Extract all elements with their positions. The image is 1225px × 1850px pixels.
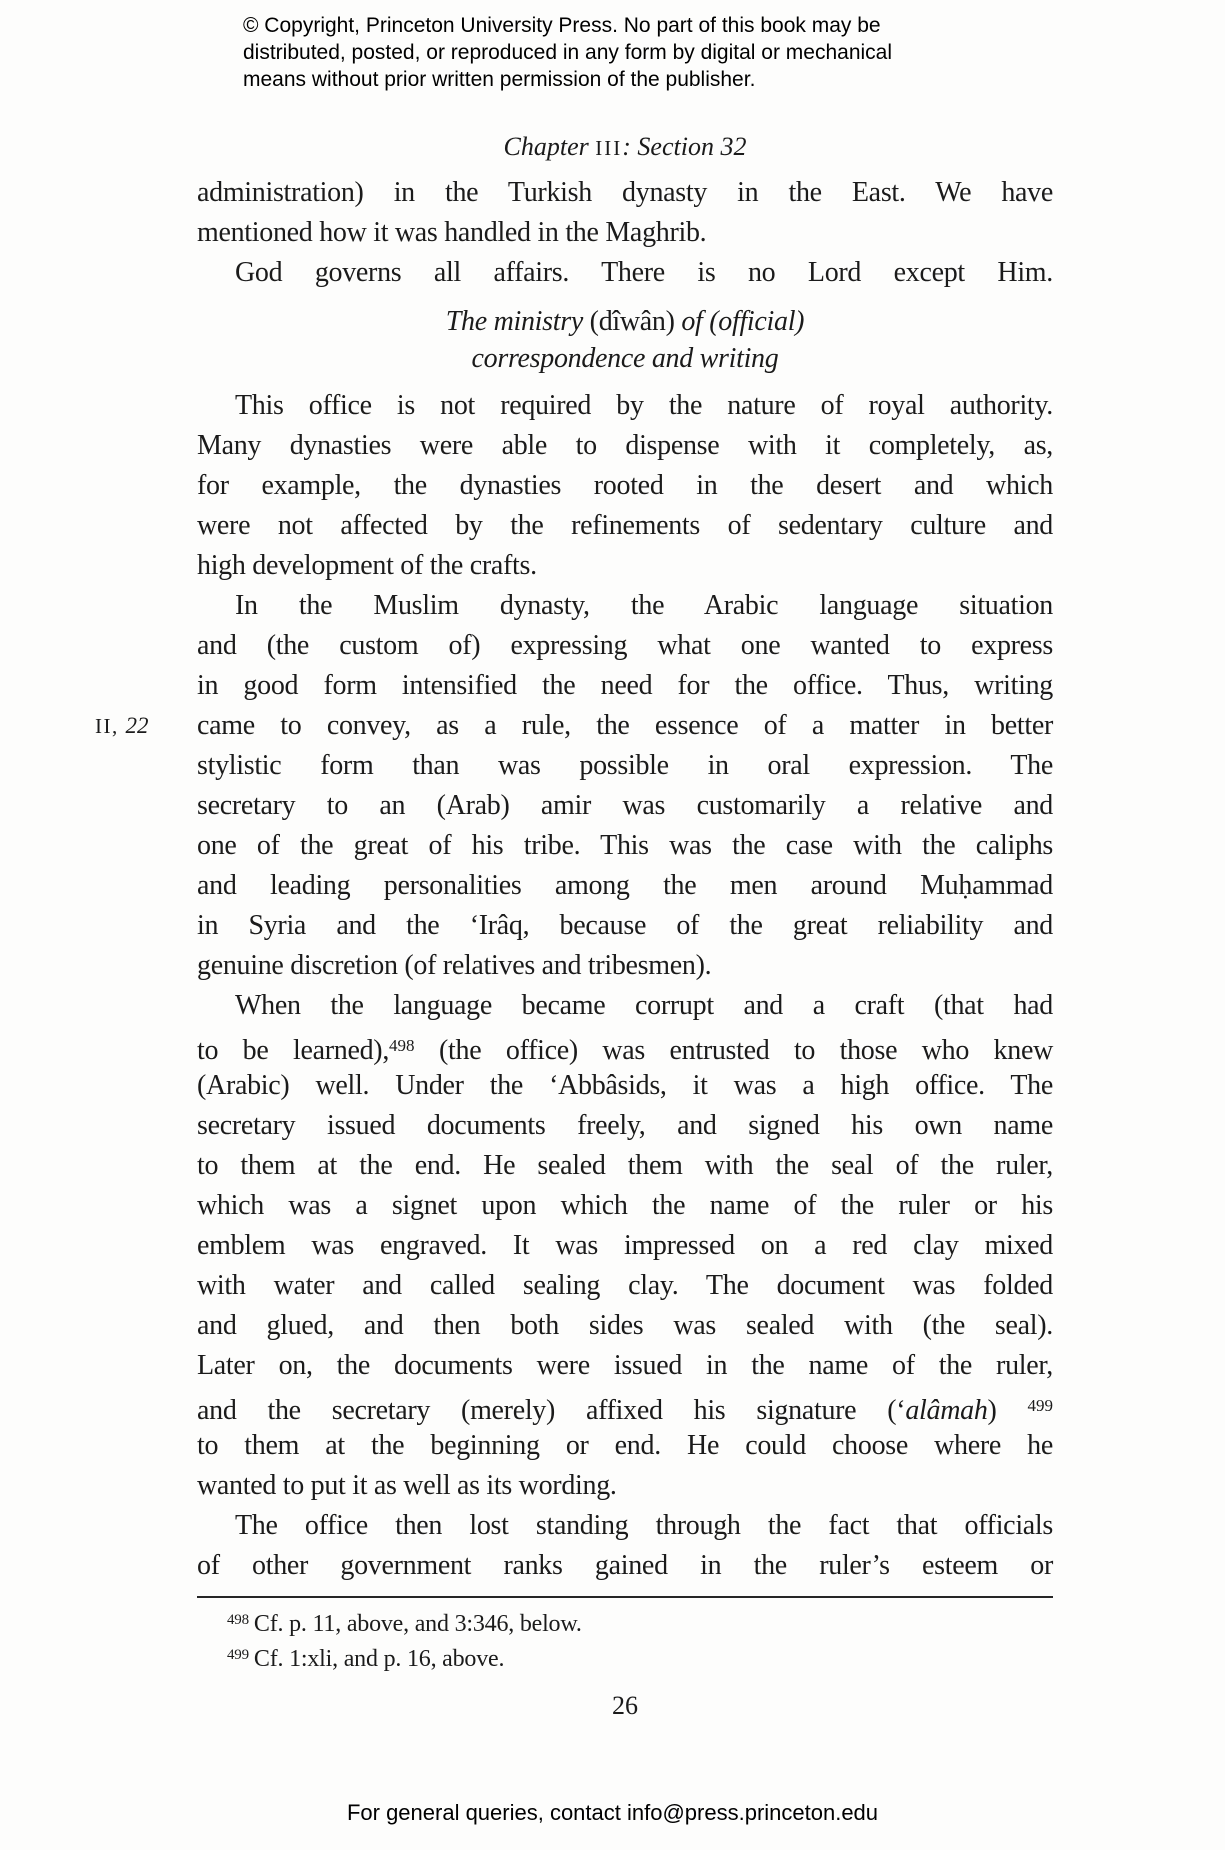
- text-segment: In the Muslim dynasty, the Arabic language situation: [235, 590, 1053, 621]
- text-segment: stylistic form than was possible in oral expression. The: [197, 750, 1053, 781]
- footnote-text: Cf. 1:xli, and p. 16, above.: [253, 1646, 505, 1672]
- text-segment: ): [987, 1395, 1028, 1426]
- text-line: [197, 1226, 1053, 1266]
- text-column: [95, 130, 1053, 1721]
- text-line: [197, 213, 1053, 253]
- text-segment: God governs all affairs. There is no Lord except Him.: [235, 257, 1053, 288]
- paragraph: [95, 586, 1053, 986]
- text-segment: which was a signet upon which the name of the ruler or his: [197, 1190, 1053, 1221]
- text-segment: of other government ranks gained in the ruler’s esteem or: [197, 1550, 1053, 1581]
- text-line: [197, 1426, 1053, 1466]
- text-segment: and (the custom of) expressing what one wanted to express: [197, 630, 1053, 661]
- running-head-chapter: Chapter: [503, 132, 596, 161]
- text-line: [197, 173, 1053, 213]
- footnote-number: 499: [227, 1647, 249, 1663]
- text-segment: came to convey, as a rule, the essence of a matter in better: [197, 710, 1053, 741]
- text-line: [197, 466, 1053, 506]
- text-segment: administration) in the Turkish dynasty in the East. We have: [197, 177, 1053, 208]
- footnote: [197, 1640, 1053, 1675]
- text-line: [197, 1026, 1053, 1066]
- text-segment: secretary issued documents freely, and signed his own name: [197, 1110, 1053, 1141]
- text-segment: emblem was engraved. It was impressed on a red clay mixed: [197, 1230, 1053, 1261]
- text-line: [197, 546, 1053, 586]
- text-line: [197, 1346, 1053, 1386]
- text-segment: with water and called sealing clay. The document was folded: [197, 1270, 1053, 1301]
- text-line: [197, 866, 1053, 906]
- section-heading: [197, 303, 1053, 377]
- footnote: [197, 1605, 1053, 1640]
- text-line: [197, 1266, 1053, 1306]
- text-segment: to them at the end. He sealed them with the seal of the ruler,: [197, 1150, 1053, 1181]
- text-line: [197, 626, 1053, 666]
- copyright-line: © Copyright, Princeton University Press. No part of this book may be: [243, 14, 881, 37]
- footer-contact: For general queries, contact info@press.princeton.edu: [346, 1800, 879, 1825]
- text-segment: correspondence and writing: [471, 343, 779, 374]
- text-line: [197, 1306, 1053, 1346]
- text-line: [197, 826, 1053, 866]
- text-segment: 499: [1027, 1396, 1053, 1415]
- footnote-text: Cf. p. 11, above, and 3:346, below.: [253, 1611, 582, 1637]
- text-line: [197, 946, 1053, 986]
- text-segment: and leading personalities among the men around Muḥammad: [197, 870, 1053, 901]
- copyright-notice: [243, 12, 892, 93]
- text-line: [197, 1066, 1053, 1106]
- text-segment: 22: [125, 713, 149, 738]
- text-line: [197, 1546, 1053, 1586]
- text-segment: for example, the dynasties rooted in the desert and which: [197, 470, 1053, 501]
- text-line: [197, 1186, 1053, 1226]
- text-line: [197, 506, 1053, 546]
- text-segment: The ministry: [445, 306, 590, 337]
- margin-note: [95, 706, 191, 746]
- text-line: [197, 253, 1053, 293]
- text-segment: alâmah: [905, 1395, 988, 1426]
- text-line: [197, 1106, 1053, 1146]
- text-line: [95, 706, 1053, 746]
- text-segment: When the language became corrupt and a craft (that had: [235, 990, 1053, 1021]
- text-segment: 498: [389, 1036, 415, 1055]
- text-segment: genuine discretion (of relatives and tribesmen).: [197, 950, 712, 981]
- paragraph: [197, 386, 1053, 586]
- text-segment: and the secretary (merely) affixed his signature (‘: [197, 1395, 906, 1426]
- text-line: [197, 1386, 1053, 1426]
- text-segment: in good form intensified the need for the office. Thus, writing: [197, 670, 1053, 701]
- running-head-section: : Section 32: [622, 132, 747, 161]
- text-segment: were not affected by the refinements of sedentary culture and: [197, 510, 1053, 541]
- text-line: [197, 986, 1053, 1026]
- text-segment: of (official): [681, 306, 805, 337]
- text-segment: to them at the beginning or end. He could choose where he: [197, 1430, 1053, 1461]
- text-segment: secretary to an (Arab) amir was customarily a relative and: [197, 790, 1053, 821]
- running-head-chapter-number: III: [595, 136, 623, 160]
- paragraph: [197, 1506, 1053, 1586]
- copyright-line: means without prior written permission of the publisher.: [243, 68, 756, 91]
- text-segment: one of the great of his tribe. This was the case with the caliphs: [197, 830, 1053, 861]
- text-line: [197, 786, 1053, 826]
- text-segment: in Syria and the ‘Irâq, because of the great reliability and: [197, 910, 1053, 941]
- text-segment: This office is not required by the nature of royal authority.: [235, 390, 1053, 421]
- text-segment: to be learned),: [197, 1035, 390, 1066]
- footnote-block: [197, 1596, 1053, 1675]
- text-segment: (dîwân): [589, 306, 682, 337]
- text-segment: (Arabic) well. Under the ‘Abbâsids, it was a high office. The: [197, 1070, 1053, 1101]
- text-line: [197, 386, 1053, 426]
- paragraph: [197, 173, 1053, 253]
- paragraph: [197, 253, 1053, 293]
- text-segment: Later on, the documents were issued in the name of the ruler,: [197, 1350, 1053, 1381]
- text-line: [197, 426, 1053, 466]
- text-line: [197, 906, 1053, 946]
- body-text: [95, 173, 1053, 1586]
- text-line: [197, 1146, 1053, 1186]
- text-segment: high development of the crafts.: [197, 550, 537, 581]
- text-segment: mentioned how it was handled in the Maghrib.: [197, 217, 707, 248]
- paragraph: [197, 986, 1053, 1506]
- text-line: [197, 586, 1053, 626]
- text-segment: Many dynasties were able to dispense with it completely, as,: [197, 430, 1053, 461]
- page-number: 26: [612, 1691, 638, 1720]
- footnote-number: 498: [227, 1612, 249, 1628]
- running-head: [197, 130, 1053, 165]
- section-heading-line: [197, 303, 1053, 340]
- text-segment: II,: [95, 714, 126, 738]
- text-line: [197, 666, 1053, 706]
- text-line: [197, 1506, 1053, 1546]
- text-line: [197, 1466, 1053, 1506]
- text-segment: and glued, and then both sides was sealed with (the seal).: [197, 1310, 1053, 1341]
- text-segment: (the office) was entrusted to those who knew: [414, 1035, 1053, 1066]
- text-line: [197, 746, 1053, 786]
- text-segment: The office then lost standing through the fact that officials: [235, 1510, 1053, 1541]
- text-segment: wanted to put it as well as its wording.: [197, 1470, 617, 1501]
- copyright-line: distributed, posted, or reproduced in any form by digital or mechanical: [243, 41, 893, 64]
- section-heading-line: [197, 340, 1053, 377]
